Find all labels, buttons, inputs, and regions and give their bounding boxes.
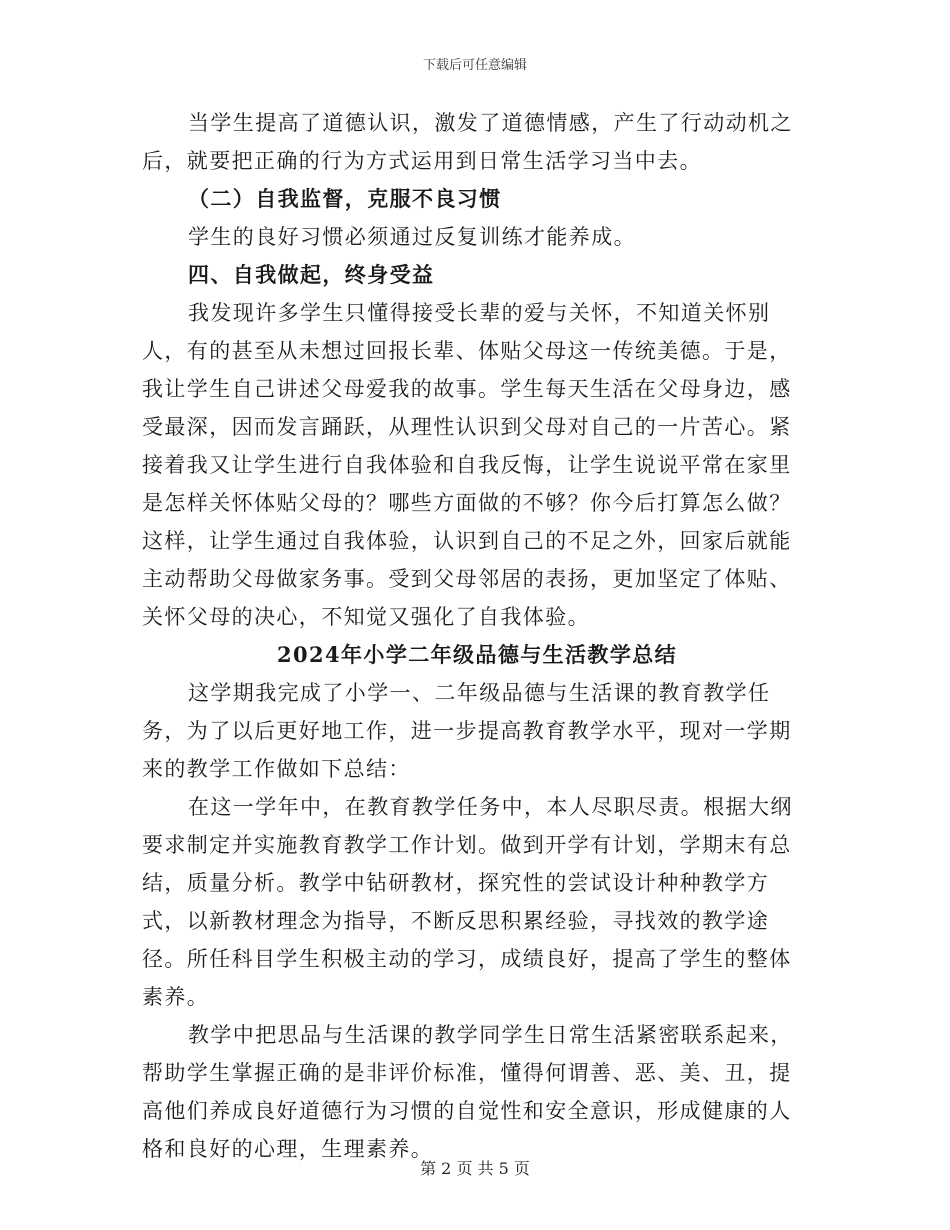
paragraph-3: 我发现许多学生只懂得接受长辈的爱与关怀，不知道关怀别人，有的甚至从未想过回报长辈、体贴父母这一传统美德。于是，我让学生自己讲述父母爱我的故事。学生每天生活在父母身边，感受最深，因而发言踊跃，从理性认识到父母对自己的一片苦心。紧接着我又让学生进行自我体验和自我反悔，让学生说说平常在家里是怎样关怀体贴父母的？哪些方面做的不够？你今后打算怎么做？这样，让学生通过自我体验，认识到自己的不足之外，回家后就能主动帮助父母做家务事。受到父母邻居的表扬，更加坚定了体贴、关怀父母的决心，不知觉又强化了自我体验。 bbox=[142, 301, 792, 629]
document-title: 2024年小学二年级品德与生活教学总结 bbox=[276, 642, 678, 667]
paragraph-2: 学生的良好习惯必须通过反复训练才能养成。 bbox=[188, 225, 636, 249]
paragraph-4: 这学期我完成了小学一、二年级品德与生活课的教育教学任务，为了以后更好地工作，进一步提高教育教学水平，现对一学期来的教学工作做如下总结： bbox=[142, 681, 792, 781]
section-heading-start-from-self: 四、自我做起，终身受益 bbox=[188, 262, 435, 287]
header-note: 下载后可任意编辑 bbox=[422, 58, 527, 73]
page-number: 第 2 页 共 5 页 bbox=[420, 1159, 530, 1178]
paragraph-1: 当学生提高了道德认识，激发了道德情感，产生了行动动机之后，就要把正确的行为方式运用到日常生活学习当中去。 bbox=[142, 111, 793, 173]
paragraph-6: 教学中把思品与生活课的教学同学生日常生活紧密联系起来，帮助学生掌握正确的是非评价标准，懂得何谓善、恶、美、丑，提高他们养成良好道德行为习惯的自觉性和安全意识，形成健康的人格和良好的心理，生理素养。 bbox=[142, 1023, 793, 1161]
paragraph-5: 在这一学年中，在教育教学任务中，本人尽职尽责。根据大纲要求制定并实施教育教学工作计划。做到开学有计划，学期末有总结，质量分析。教学中钻研教材，探究性的尝试设计种种教学方式，以新教材理念为指导，不断反思积累经验，寻找效的教学途径。所任科目学生积极主动的学习，成绩良好，提高了学生的整体素养。 bbox=[142, 795, 793, 1009]
section-heading-self-supervision: （二）自我监督，克服不良习惯 bbox=[188, 186, 502, 211]
document-body bbox=[142, 104, 812, 1168]
